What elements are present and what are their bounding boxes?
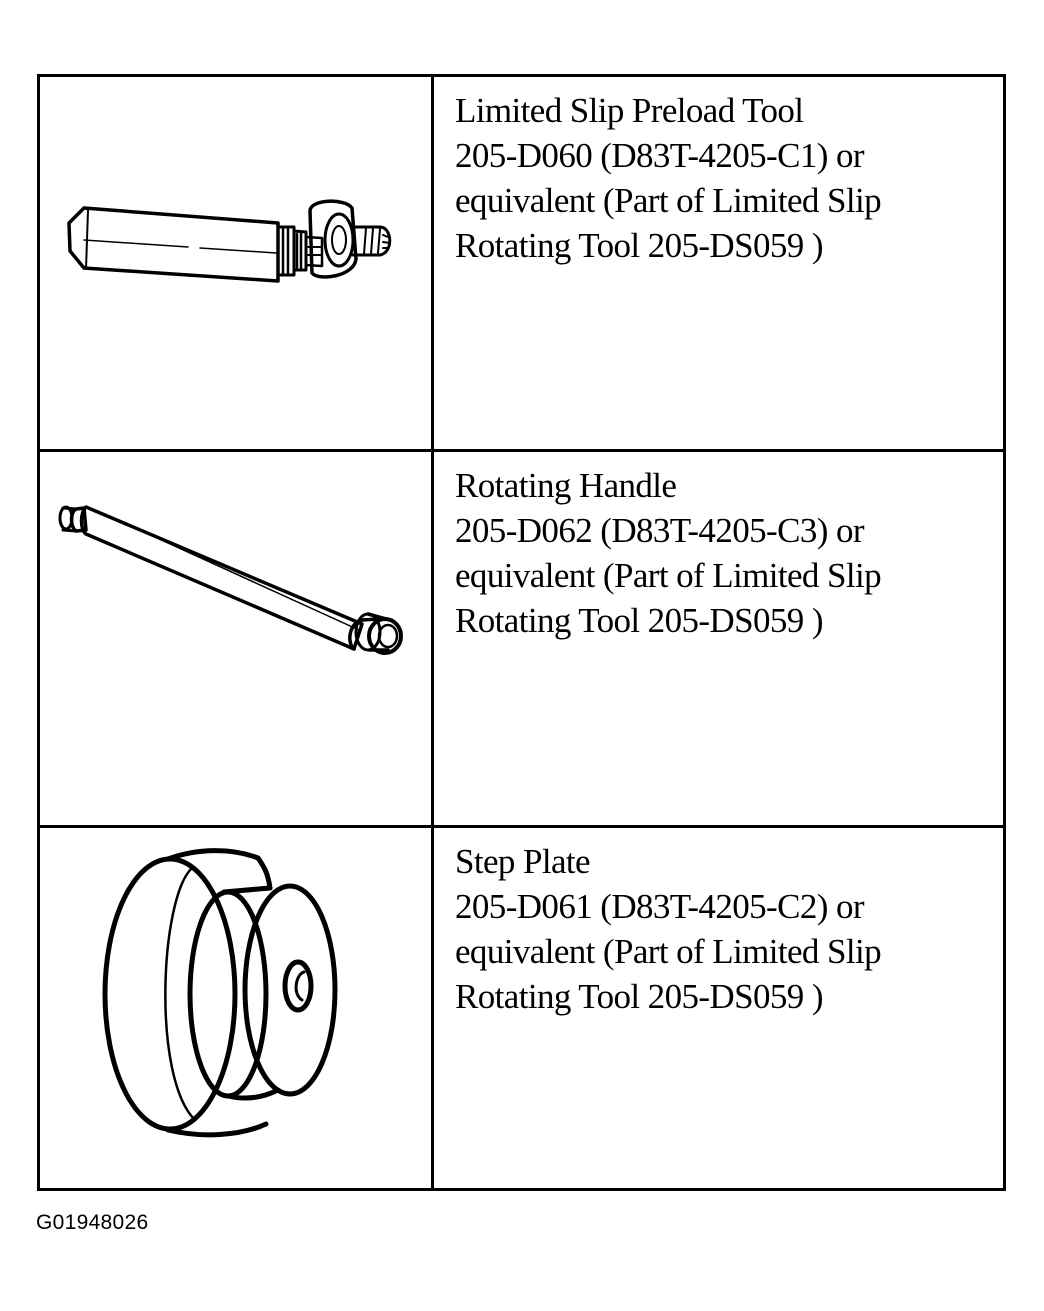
- tool-name: Step Plate: [455, 842, 590, 881]
- tool-row-rotating-handle: [40, 452, 1003, 828]
- equivalent-note: equivalent (Part of Limited Slip: [455, 932, 881, 971]
- tool-row-step-plate: [40, 828, 1003, 1188]
- description-cell: [434, 77, 1003, 449]
- part-number: 205-D062 (D83T-4205-C3) or: [455, 511, 864, 550]
- equivalent-note: equivalent (Part of Limited Slip: [455, 556, 881, 595]
- part-number: 205-D060 (D83T-4205-C1) or: [455, 136, 864, 175]
- kit-reference: Rotating Tool 205-DS059 ): [455, 226, 823, 265]
- preload-tool-illustration: [40, 77, 434, 449]
- rotating-handle-illustration: [40, 452, 434, 825]
- tool-table: [37, 74, 1006, 1191]
- part-number: 205-D061 (D83T-4205-C2) or: [455, 887, 864, 926]
- image-cell: [40, 828, 434, 1188]
- tool-row-preload: [40, 77, 1003, 452]
- kit-reference: Rotating Tool 205-DS059 ): [455, 601, 823, 640]
- description-cell: [434, 828, 1003, 1188]
- equivalent-note: equivalent (Part of Limited Slip: [455, 181, 881, 220]
- tool-name: Rotating Handle: [455, 466, 677, 505]
- image-cell: [40, 77, 434, 449]
- tool-name: Limited Slip Preload Tool: [455, 91, 804, 130]
- image-cell: [40, 452, 434, 825]
- step-plate-illustration: [40, 828, 434, 1188]
- kit-reference: Rotating Tool 205-DS059 ): [455, 977, 823, 1016]
- figure-id: G01948026: [36, 1211, 149, 1234]
- description-cell: [434, 452, 1003, 825]
